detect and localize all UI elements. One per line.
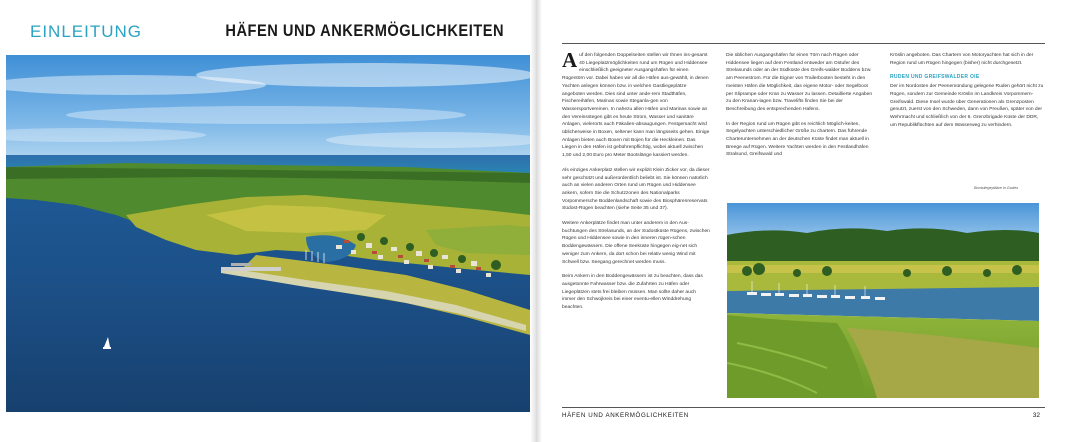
paragraph: Als einziges Ankerplatz stellen wir explizit Klein Zicker vor, da dieser sehr geschützt und außerordentlich beliebt ist. Sie können natürlich auch an vielen anderen Orten rund um Rügen und Hiddensee ankern, sofern Sie die Schutzzonen des Nationalparks Vorpommersche Boddenlandschaft sowie des Biosphärenreservats Südost-Rügen beachten (siehe Seite 35 und 37). — [562, 167, 710, 212]
paragraph: Die üblichen Ausgangshäfen für einen Törn nach Rügen oder Hiddensee liegen auf dem Festland entweder am Ostufer des Strelasunds oder an der Südküste des Greifs-walder Boddens bzw. am Peenestrom. Für die Eigner von Trailerbooten besteht in den meisten Häfen die Möglichkeit, das eigene Motor- oder Segelboot per Sliprampe oder Kran zu Wasser zu lassen. Detaillierte Angaben zu den Kranan-lagen bzw. Travelifts finden Sie bei der Beschreibung des entsprechenden Hafens. — [726, 53, 873, 112]
text-column-1 — [562, 48, 710, 319]
text-column-2 — [726, 52, 874, 166]
paragraph — [562, 48, 710, 160]
paragraph: Der im Nordosten der Peenemündung gelegene Ruden gehört nicht zu Rügen, sondern zur Gemeinde Kröslin im Landkreis Vorpommern-Greifswald. Diese Insel wurde über Generationen als Grenzposten genutzt, zuerst von den Schweden, dann von Preußen, später von der Wehrmacht und schließlich von der 6. Grenzbrigade Küste der DDR, um Republikflüchten auf dem Wasserweg zu verhindern. — [890, 84, 1044, 128]
marina-photo — [727, 203, 1039, 398]
section-label: EINLEITUNG — [30, 22, 143, 41]
page-number: 32 — [1032, 412, 1040, 419]
running-footer: HÄFEN UND ANKERMÖGLICHKEITEN — [562, 412, 689, 419]
paragraph: Kröslin angeboten. Das Chartern von Motoryachten hat sich in der Region rund um Rügen hingegen (bisher) nicht durchgesetzt. — [890, 53, 1034, 66]
paragraph: In der Region rund um Rügen gibt es reichlich Möglich-keiten, Segelyachten unterschiedlicher Größe zu chartern. Das führende Charterunternehmen an der deutschen Küste findet man aktuell in Breege auf Rügen. Weitere Yachten werden in den Festlandhäfen Stralsund, Greifswald und — [726, 121, 870, 158]
chapter-title: HÄFEN UND ANKERMÖGLICHKEITEN — [225, 21, 504, 40]
subheading: RUDEN UND GREIFSWALDER OIE — [890, 74, 980, 81]
paragraph: Beim Ankern in den Boddengewässern ist zu beachten, dass das ausgetonnte Fahrwasser bzw. die Zufahrten zu Häfen oder Liegeplätzen stets frei bleiben müssen. Man sollte daher auch immer den Schwojkreis bei einer eventu-ellen Winddrehung beachten. — [562, 274, 703, 311]
book-gutter — [530, 0, 542, 442]
drop-cap: A — [562, 48, 578, 72]
text-column-3 — [890, 52, 1046, 136]
top-rule — [562, 43, 1045, 44]
right-page — [534, 0, 1068, 442]
paragraph-text: uf den folgenden Doppelseiten stellen wir Ihnen ins-gesamt 40 Liegeplatzmöglichkeiten rund um Rügen und Hiddensee einschließlich geeigneter Ausgangshäfen für einen Rügentörn vor. Dabei haben wir all die Häfen aus-gewählt, in denen Yachten anlegen können bzw. in welchen Gastliegeplätze angeboten werden. Dies sind unter ande-rem Stadthäfen, Fischereihäfen, Marinas sowie Steganla-gen von Wassersportvereinen. In nahezu allen Häfen und Marinas sowie an den Vereinsstegen gibt es heute Strom, Wasser und sanitäre Anlagen, vielerorts auch Fäkalien-absaugungen. Festgemacht wird üblicherweise in Boxen, seltener kann man längsseits gehen. Einige Anlagen bieten auch Boxen mit Bojen für die Heckleinen. Das Liegen in den Häfen ist gebührenpflichtig, wobei aktuell zwischen 1,50 und 2,00 Euro pro Meter Bootslänge kassiert werden. — [562, 53, 710, 159]
paragraph: Weitere Ankerplätze findet man unter anderem in den Aus-buchtungen des Strelasunds, an der Südostküste Rügens, zwischen Rügen und Hiddensee sowie in den inneren rügen-schen Boddengewässern. Die offene Seeküste hingegen eig-net sich weniger zum Ankern, da dort schon bei relativ wenig Wind mit Schwell bzw. Seegang gerechnet werden muss. — [562, 221, 710, 265]
aerial-harbor-photo — [6, 55, 530, 412]
photo-caption: Bootsliegeplätze in Gudes — [974, 186, 1019, 190]
bottom-rule — [562, 407, 1045, 408]
